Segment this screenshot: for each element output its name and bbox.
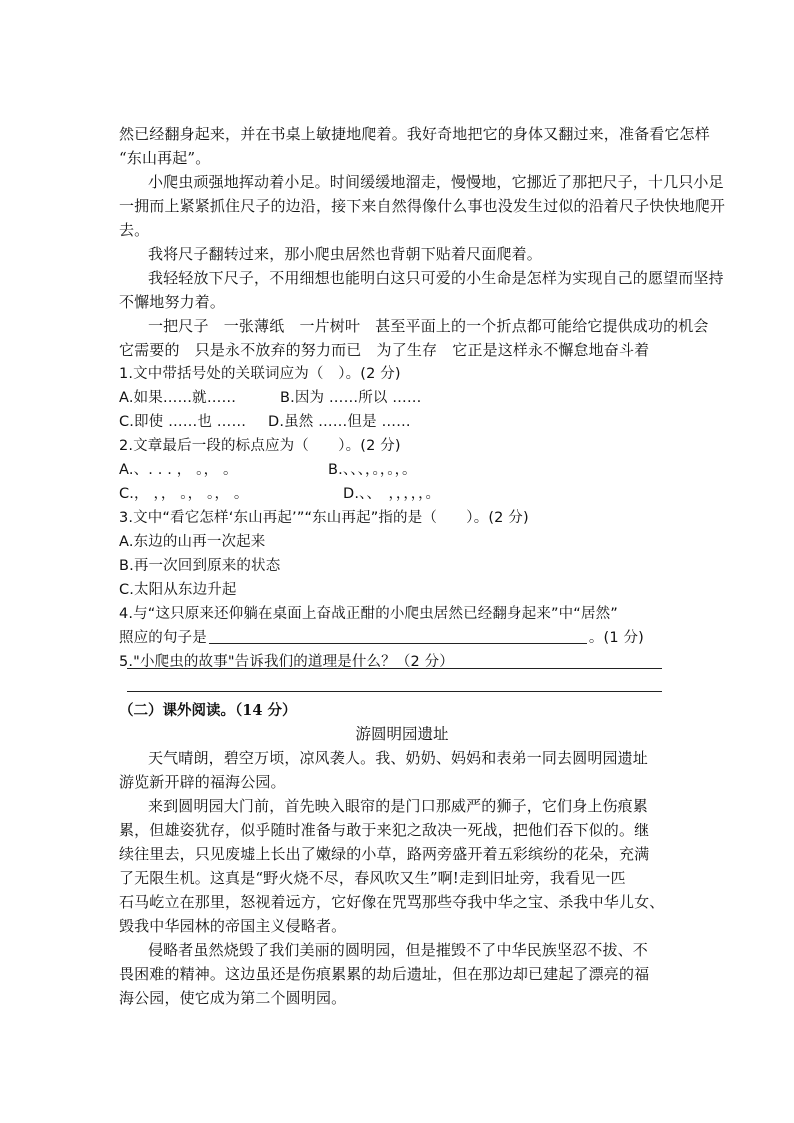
article-line: 来到圆明园大门前，首先映入眼帘的是门口那威严的狮子，它们身上伤痕累 bbox=[148, 797, 648, 815]
question-4-answer-line bbox=[119, 627, 644, 649]
passage-line: 去。 bbox=[119, 221, 150, 239]
article-line: 游览新开辟的福海公园。 bbox=[119, 773, 286, 791]
passage-line: 我将尺子翻转过来，那小爬虫居然也背朝下贴着尺面爬着。 bbox=[148, 245, 542, 263]
question-5: 5."小爬虫的故事"告诉我们的道理是什么？（2 分） bbox=[119, 654, 454, 670]
passage-line: 小爬虫顽强地挥动着小足。时间缓缓地溜走，慢慢地，它挪近了那把尺子，十几只小足 bbox=[148, 173, 724, 191]
passage-line: 一把尺子 一张薄纸 一片树叶 甚至平面上的一个折点都可能给它提供成功的机会 bbox=[148, 317, 709, 335]
question-2-option-c: C.， ，， 。， 。， 。 bbox=[119, 486, 249, 502]
passage-line: 我轻轻放下尺子，不用细想也能明白这只可爱的小生命是怎样为实现自己的愿望而坚持 bbox=[148, 269, 724, 287]
section-heading: （二）课外阅读。（14 分） bbox=[119, 702, 297, 719]
question-3-option-c: C.太阳从东边升起 bbox=[119, 582, 237, 598]
article-line: 海公园，使它成为第二个圆明园。 bbox=[119, 989, 347, 1007]
question-4-score: 。(1 分) bbox=[588, 630, 644, 646]
question-1-option-b: B.因为 ……所以 …… bbox=[280, 390, 422, 406]
question-1-option-c: C.即使 ……也 …… bbox=[119, 414, 247, 430]
passage-line: 不懈地努力着。 bbox=[119, 293, 226, 311]
question-3-option-a: A.东边的山再一次起来 bbox=[119, 534, 266, 550]
passage-line: 它需要的 只是永不放弃的努力而已 为了生存 它正是这样永不懈怠地奋斗着 bbox=[119, 341, 650, 359]
question-3-option-b: B.再一次回到原来的状态 bbox=[119, 558, 281, 574]
article-title: 游圆明园遗址 bbox=[355, 725, 449, 743]
question-2-option-d: D.、、 ，，，，，。 bbox=[343, 486, 441, 502]
article-line: 石马屹立在那里，怒视着远方，它好像在咒骂那些夺我中华之宝、杀我中华儿女、 bbox=[119, 893, 665, 911]
question-3: 3.文中“看它怎样‘东山再起’”“东山再起”指的是（ ）。(2 分) bbox=[119, 510, 529, 526]
question-4: 4.与“这只原来还仰躺在桌面上奋战正酣的小爬虫居然已经翻身起来”中“居然” bbox=[119, 606, 618, 622]
article-line: 天气晴朗，碧空万顷，凉风袭人。我、奶奶、妈妈和表弟一同去圆明园遗址 bbox=[148, 749, 648, 767]
article-line: 了无限生机。这真是“野火烧不尽，春风吹又生”啊!走到旧址旁，我看见一匹 bbox=[119, 869, 626, 887]
question-4-prompt: 照应的句子是 bbox=[119, 630, 207, 646]
answer-line[interactable] bbox=[127, 691, 662, 692]
passage-line: 然已经翻身起来，并在书桌上敏捷地爬着。我好奇地把它的身体又翻过来，准备看它怎样 bbox=[119, 125, 710, 143]
question-1-option-d: D.虽然 ……但是 …… bbox=[268, 414, 411, 430]
answer-blank[interactable] bbox=[209, 627, 587, 644]
passage-line: 一拥而上紧紧抓住尺子的边沿，接下来自然得像什么事也没发生过似的沿着尺子快快地爬开 bbox=[119, 197, 726, 215]
article-line: 畏困难的精神。这边虽还是伤痕累累的劫后遗址，但在那边却已建起了漂亮的福 bbox=[119, 965, 650, 983]
answer-line[interactable] bbox=[127, 668, 662, 669]
question-2-option-a: A.、. . . ， 。， 。 bbox=[119, 462, 238, 478]
question-2-option-b: B.、、、，。，。，。 bbox=[328, 462, 417, 478]
article-line: 续往里去，只见废墟上长出了嫩绿的小草，路两旁盛开着五彩缤纷的花朵，充满 bbox=[119, 845, 650, 863]
question-1-option-a: A.如果……就…… bbox=[119, 390, 237, 406]
question-1: 1.文中带括号处的关联词应为（ ）。(2 分) bbox=[119, 366, 401, 382]
question-2: 2.文章最后一段的标点应为（ ）。(2 分) bbox=[119, 438, 401, 454]
article-line: 累，但雄姿犹存，似乎随时准备与敢于来犯之敌决一死战，把他们吞下似的。继 bbox=[119, 821, 650, 839]
article-line: 毁我中华园林的帝国主义侵略者。 bbox=[119, 917, 347, 935]
passage-line: “东山再起”。 bbox=[119, 149, 211, 167]
article-line: 侵略者虽然烧毁了我们美丽的圆明园，但是摧毁不了中华民族坚忍不拔、不 bbox=[148, 941, 648, 959]
